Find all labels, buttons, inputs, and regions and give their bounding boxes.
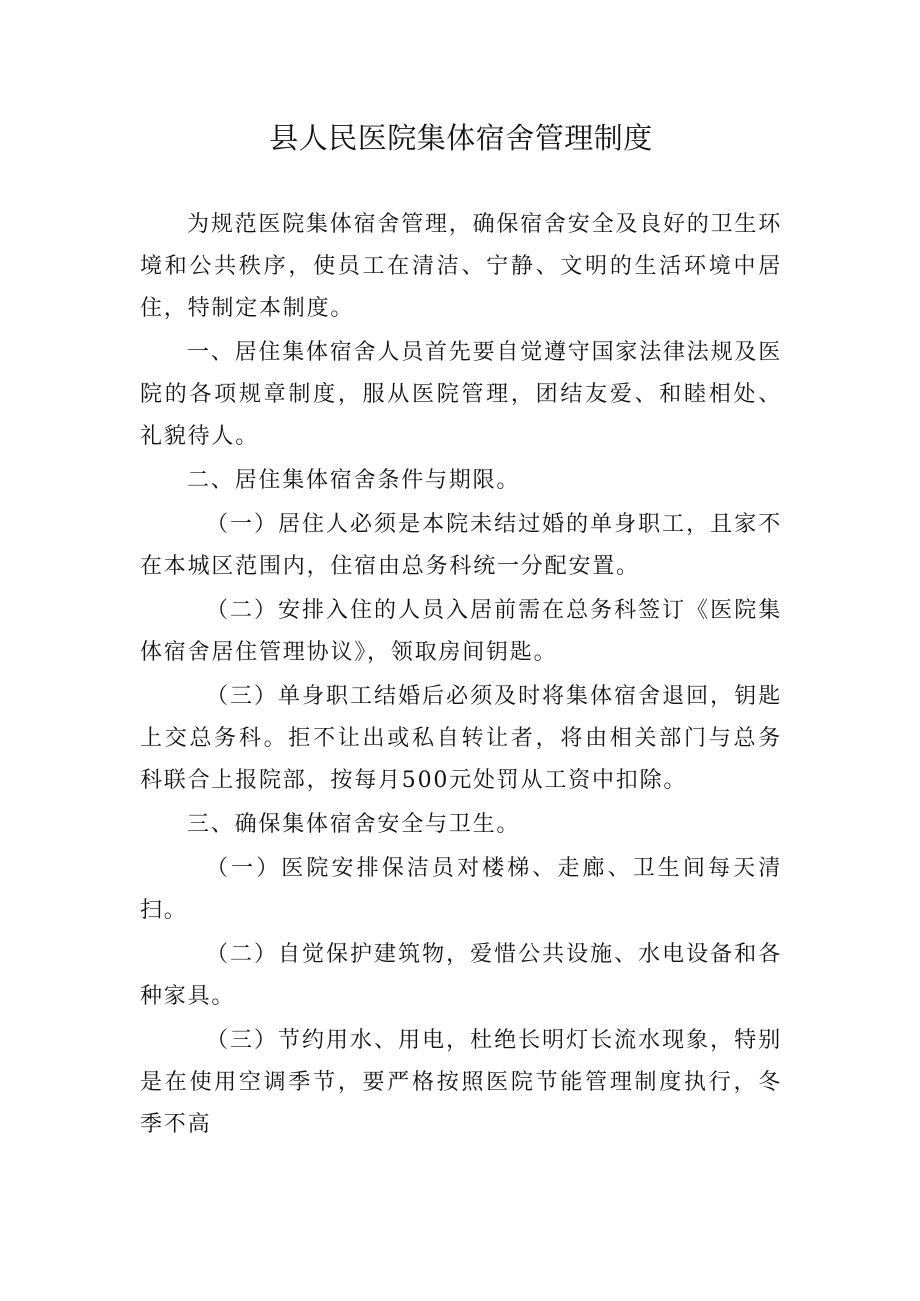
document-body [140, 204, 782, 1146]
paragraph-section-2: 二、居住集体宿舍条件与期限。 [187, 468, 521, 493]
paragraph-section-1: 一、居住集体宿舍人员首先要自觉遵守国家法律法规及医院的各项规章制度，服从医院管理，团结友爱、和睦相处、礼貌待人。 [140, 340, 783, 449]
paragraph-intro: 为规范医院集体宿舍管理，确保宿舍安全及良好的卫生环境和公共秩序，使员工在清洁、宁静、文明的生活环境中居住，特制定本制度。 [140, 212, 783, 321]
paragraph-section-3-item-1: （一）医院安排保洁员对楼梯、走廊、卫生间每天清扫。 [140, 856, 782, 923]
paragraph-section-2-item-1: （一）居住人必须是本院未结过婚的单身职工，且家不在本城区范围内，住宿由总务科统一分配安置。 [140, 512, 782, 579]
paragraph-section-3-item-3: （三）节约用水、用电，杜绝长明灯长流水现象，特别是在使用空调季节，要严格按照医院节能管理制度执行，冬季不高 [140, 1028, 782, 1137]
document-title: 县人民医院集体宿舍管理制度 [269, 121, 653, 155]
paragraph-section-2-item-2: （二）安排入住的人员入居前需在总务科签订《医院集体宿舍居住管理协议》，领取房间钥匙。 [140, 598, 782, 665]
paragraph-section-3: 三、确保集体宿舍安全与卫生。 [187, 812, 521, 837]
paragraph-section-2-item-3: （三）单身职工结婚后必须及时将集体宿舍退回，钥匙上交总务科。拒不让出或私自转让者，将由相关部门与总务科联合上报院部，按每月500元处罚从工资中扣除。 [140, 684, 782, 793]
paragraph-section-3-item-2: （二）自觉保护建筑物，爱惜公共设施、水电设备和各种家具。 [140, 942, 782, 1009]
